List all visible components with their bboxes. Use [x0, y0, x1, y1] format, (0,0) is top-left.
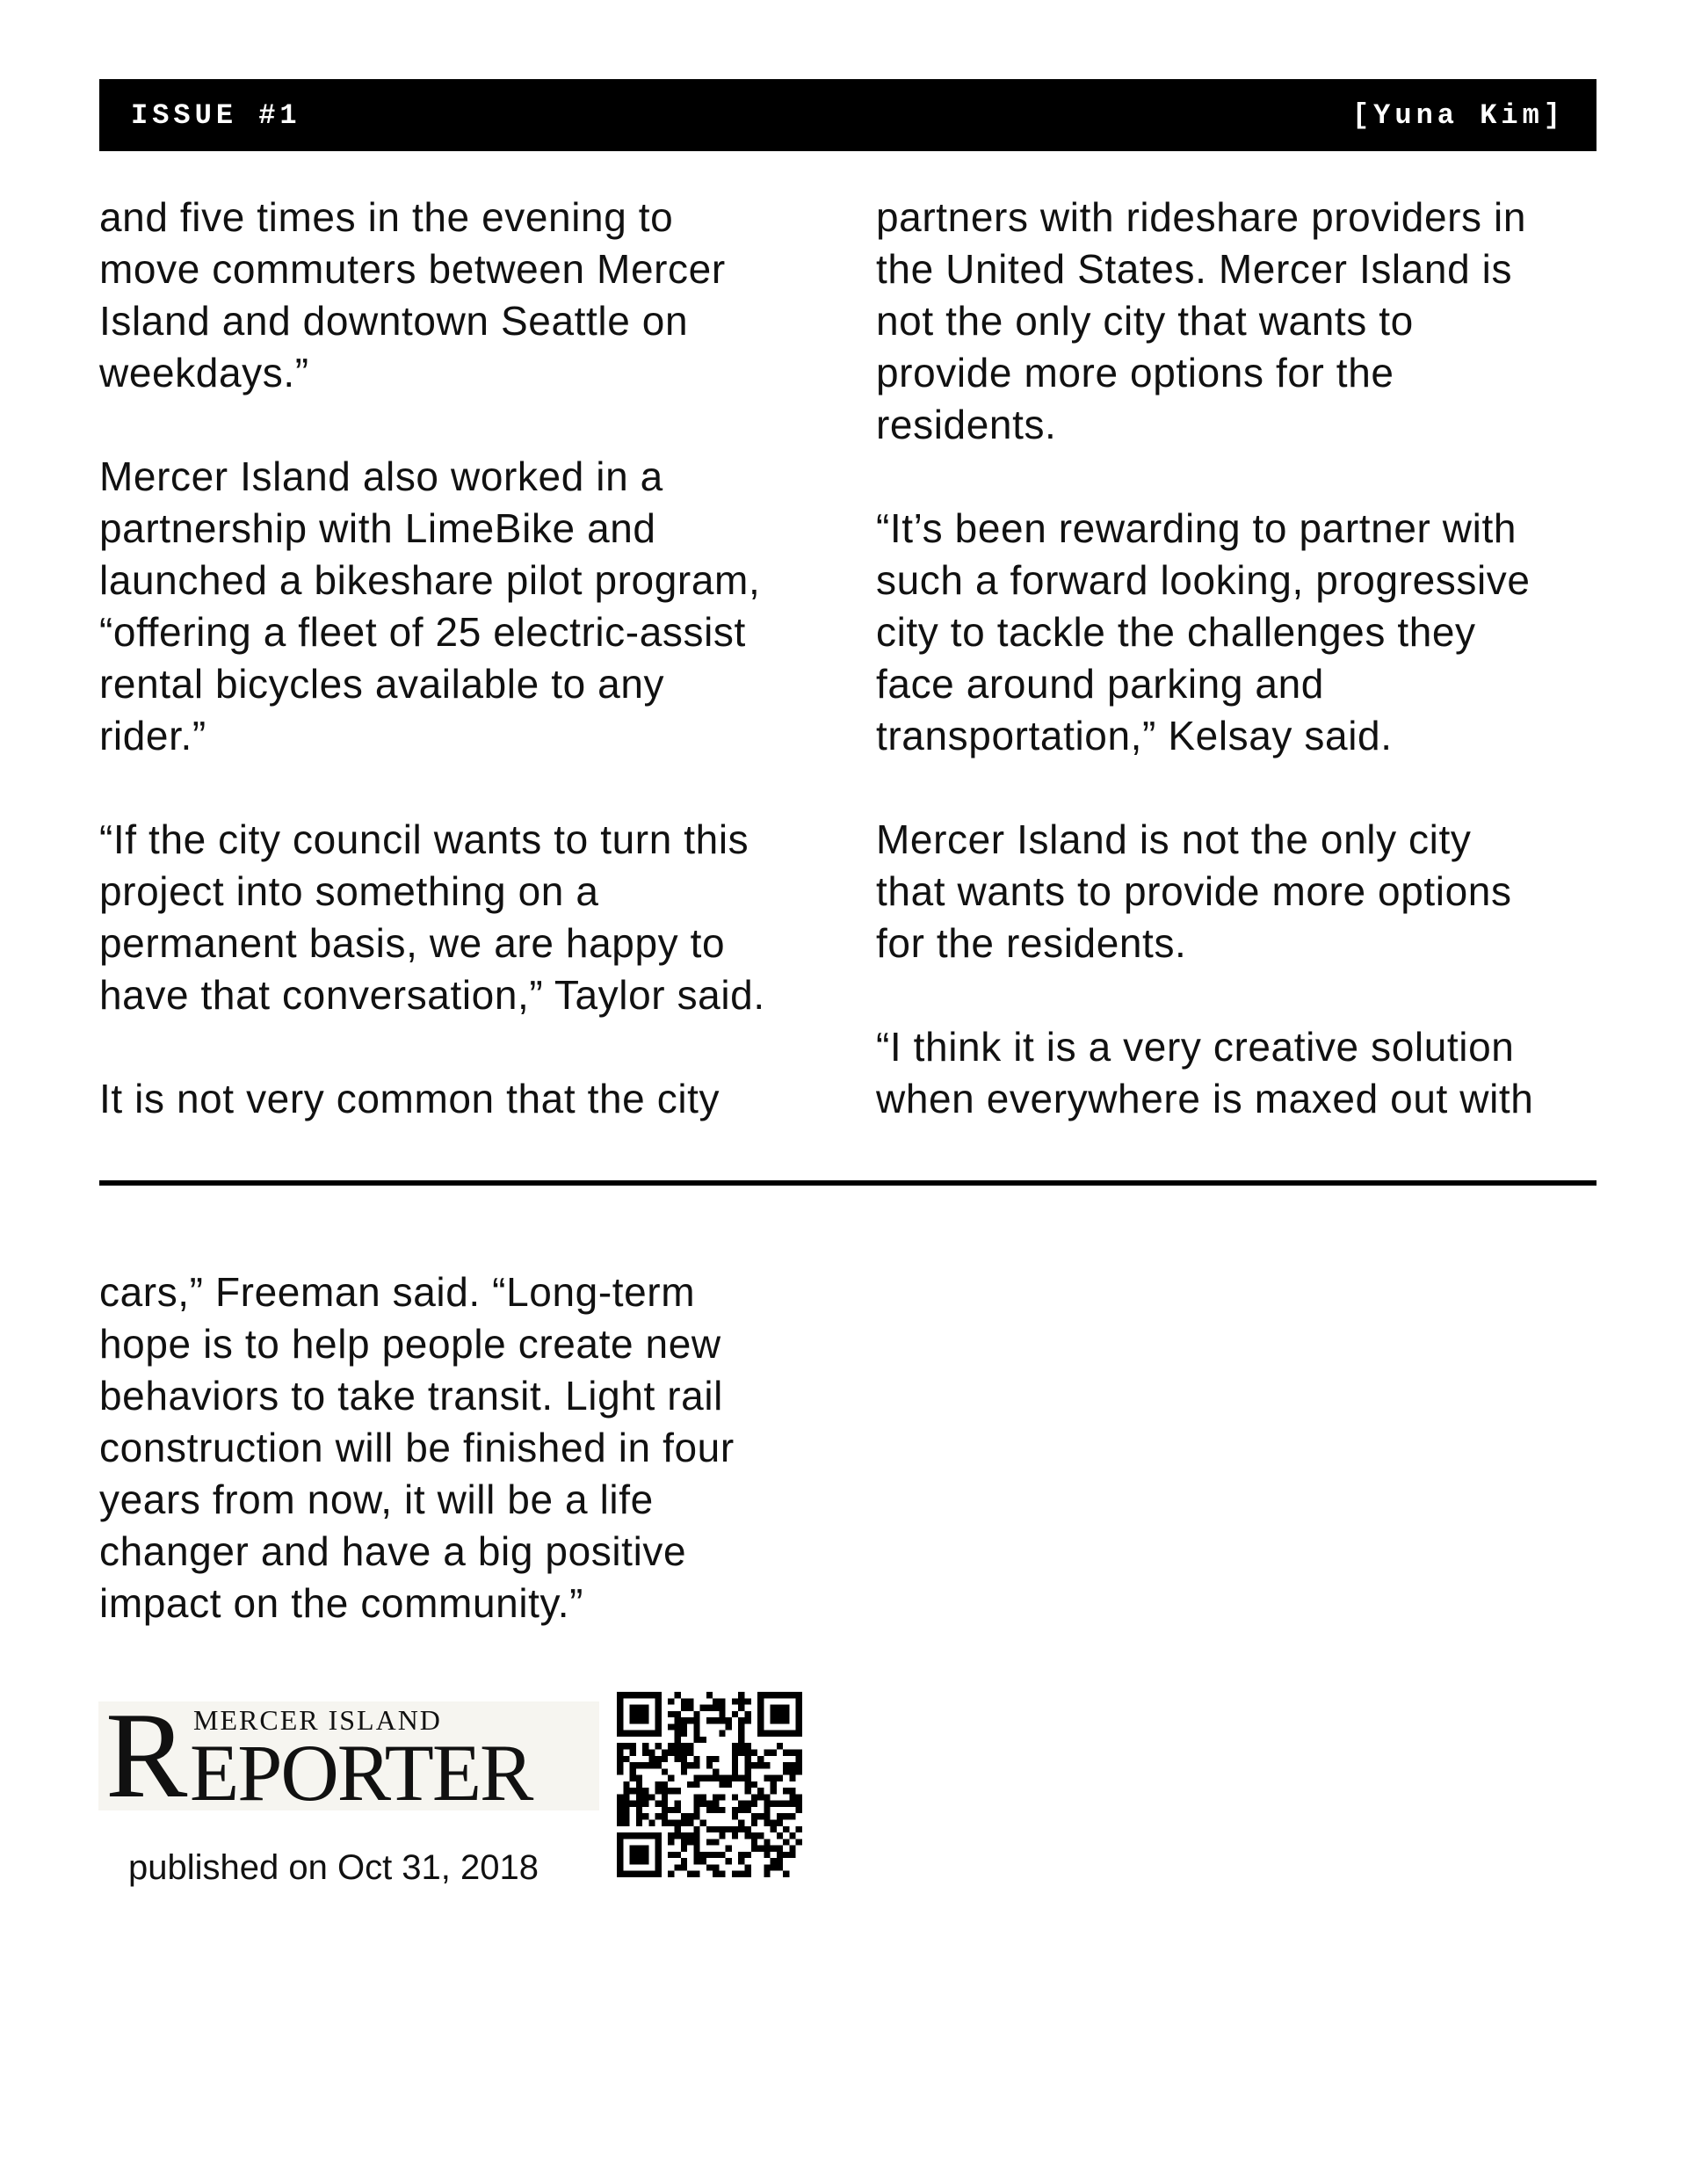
text-line: provide more options for the	[876, 350, 1394, 395]
text-line: that wants to provide more options	[876, 868, 1512, 914]
text-line: and five times in the evening to	[99, 194, 674, 240]
text-line: “I think it is a very creative solution	[876, 1024, 1515, 1070]
text-line: city to tackle the challenges they	[876, 609, 1476, 655]
text-line: It is not very common that the city	[99, 1076, 720, 1121]
text-line: Mercer Island also worked in a	[99, 453, 663, 499]
text-line: face around parking and	[876, 661, 1324, 707]
text-line: the United States. Mercer Island is	[876, 246, 1513, 292]
text-line: “It’s been rewarding to partner with	[876, 505, 1517, 551]
text-line: behaviors to take transit. Light rail	[99, 1373, 723, 1419]
logo-initial: R	[105, 1701, 188, 1810]
text-line: “If the city council wants to turn this	[99, 816, 749, 862]
qr-code-icon[interactable]	[617, 1692, 802, 1877]
text-line: launched a bikeshare pilot program,	[99, 557, 761, 603]
mercer-island-reporter-logo	[98, 1701, 599, 1810]
left-column-text	[99, 192, 765, 1125]
text-line: changer and have a big positive	[99, 1528, 687, 1574]
text-line: “offering a fleet of 25 electric-assist	[99, 609, 746, 655]
text-line	[99, 1021, 765, 1073]
text-line: construction will be finished in four	[99, 1425, 735, 1470]
text-line: such a forward looking, progressive	[876, 557, 1531, 603]
text-line	[876, 969, 1533, 1021]
text-line: project into something on a	[99, 868, 599, 914]
text-line: when everywhere is maxed out with	[876, 1076, 1534, 1121]
logo-subtitle: MERCER ISLAND	[193, 1704, 442, 1736]
text-line: for the residents.	[876, 920, 1187, 966]
text-line: not the only city that wants to	[876, 298, 1414, 344]
text-line: partners with rideshare providers in	[876, 194, 1527, 240]
logo-title: EPORTER	[190, 1728, 532, 1810]
text-line: cars,” Freeman said. “Long-term	[99, 1269, 696, 1315]
text-line: weekdays.”	[99, 350, 309, 395]
text-line: years from now, it will be a life	[99, 1477, 654, 1522]
right-column-text	[876, 192, 1533, 1125]
text-line	[876, 762, 1533, 814]
text-line: Mercer Island is not the only city	[876, 816, 1472, 862]
text-line: move commuters between Mercer	[99, 246, 726, 292]
text-line: permanent basis, we are happy to	[99, 920, 726, 966]
text-line	[876, 451, 1533, 503]
text-line: have that conversation,” Taylor said.	[99, 972, 765, 1018]
bottom-column-text	[99, 1266, 735, 1629]
published-date: published on Oct 31, 2018	[128, 1848, 539, 1887]
text-line: rental bicycles available to any	[99, 661, 665, 707]
text-line: partnership with LimeBike and	[99, 505, 656, 551]
text-line: rider.”	[99, 713, 206, 758]
section-divider	[99, 1180, 1596, 1186]
issue-number: ISSUE #1	[131, 98, 301, 132]
text-line: Island and downtown Seattle on	[99, 298, 689, 344]
text-line: hope is to help people create new	[99, 1321, 721, 1367]
text-line	[99, 399, 765, 451]
text-line: residents.	[876, 402, 1057, 447]
text-line: transportation,” Kelsay said.	[876, 713, 1393, 758]
author-name: [Yuna Kim]	[1351, 98, 1565, 132]
issue-header-bar	[99, 79, 1596, 151]
text-line	[99, 762, 765, 814]
text-line: impact on the community.”	[99, 1580, 584, 1626]
